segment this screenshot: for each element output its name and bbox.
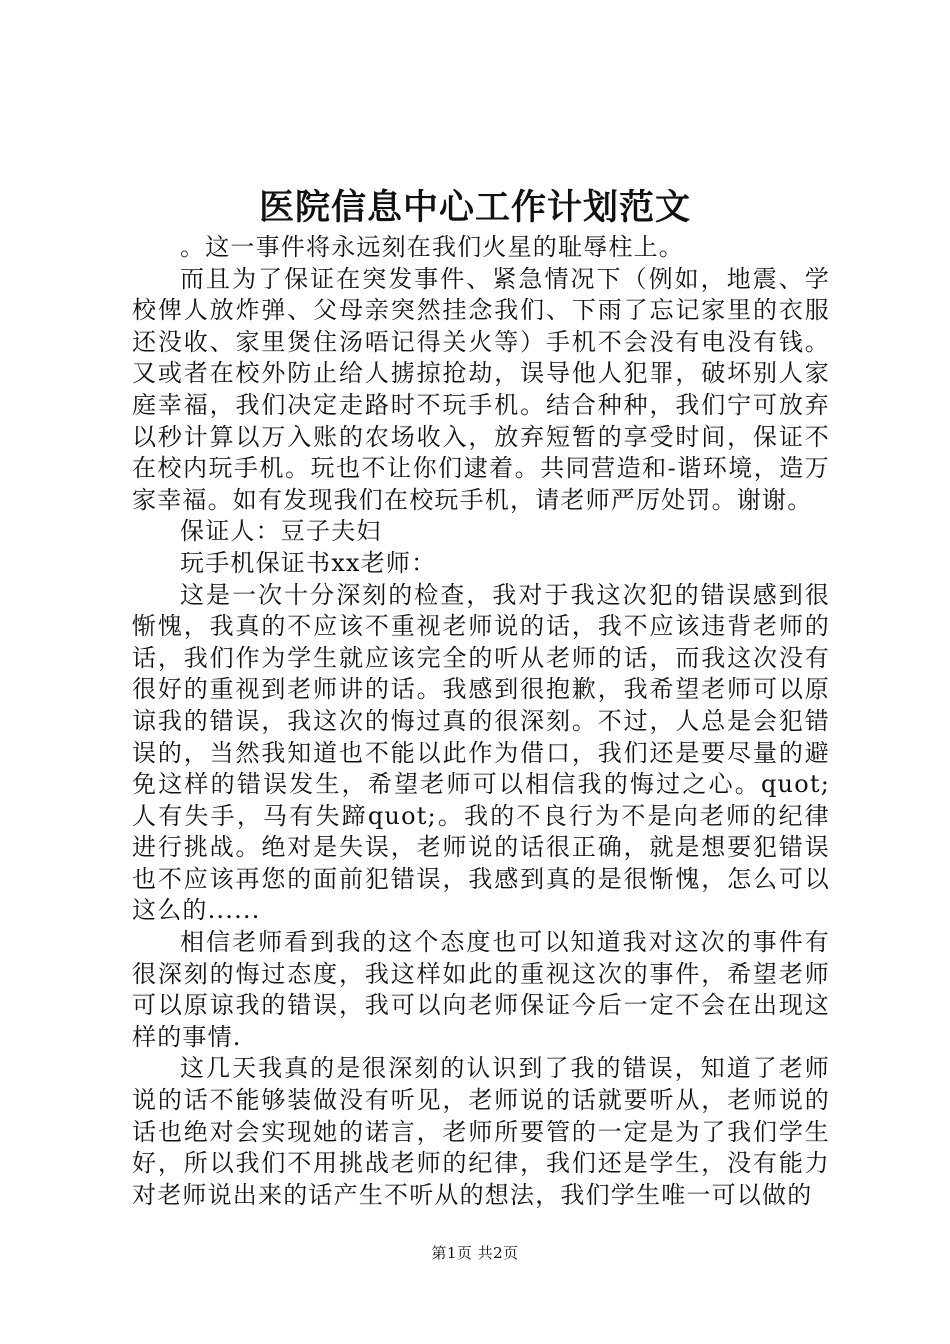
- document-body: [132, 232, 830, 1211]
- paragraph: 这几天我真的是很深刻的认识到了我的错误，知道了老师说的话不能够装做没有听见，老师说的话就要听从，老师说的话也绝对会实现她的诺言，老师所要管的一定是为了我们学生好，所以我们不用挑战老师的纪律，我们还是学生，没有能力对老师说出来的话产生不听从的想法，我们学生唯一可以做的: [132, 1054, 830, 1209]
- paragraph: 这是一次十分深刻的检查，我对于我这次犯的错误感到很惭愧，我真的不应该不重视老师说的话，我不应该违背老师的话，我们作为学生就应该完全的听从老师的话，而我这次没有很好的重视到老师讲的话。我感到很抱歉，我希望老师可以原谅我的错误，我这次的悔过真的很深刻。不过，人总是会犯错误的，当然我知道也不能以此作为借口，我们还是要尽量的避免这样的错误发生，希望老师可以相信我的悔过之心。quot;人有失手，马有失蹄quot;。我的不良行为不是向老师的纪律进行挑战。绝对是失误，老师说的话很正确，就是想要犯错误也不应该再您的面前犯错误，我感到真的是很惭愧，怎么可以这么的......: [132, 580, 830, 925]
- paragraph: 相信老师看到我的这个态度也可以知道我对这次的事件有很深刻的悔过态度，我这样如此的重视这次的事件，希望老师可以原谅我的错误，我可以向老师保证今后一定不会在出现这样的事情.: [132, 928, 830, 1051]
- section-heading-line: 玩手机保证书xx老师：: [180, 548, 437, 577]
- paragraph: 而且为了保证在突发事件、紧急情况下（例如，地震、学校俾人放炸弹、父母亲突然挂念我们、下雨了忘记家里的衣服还没收、家里煲住汤唔记得关火等）手机不会没有电没有钱。又或者在校外防止给人掳掠抢劫，误导他人犯罪，破坏别人家庭幸福，我们决定走路时不玩手机。结合种种，我们宁可放弃以秒计算以万入账的农场收入，放弃短暂的享受时间，保证不在校内玩手机。玩也不让你们逮着。共同营造和-谐环境，造万家幸福。如有发现我们在校玩手机，请老师严厉处罚。谢谢。: [132, 264, 830, 514]
- document-title: 医院信息中心工作计划范文: [258, 187, 691, 228]
- paragraph: 。这一事件将永远刻在我们火星的耻辱柱上。: [180, 233, 684, 261]
- page-number-footer: 第1页 共2页: [431, 1244, 519, 1262]
- signature-line: 保证人：豆子夫妇: [180, 517, 382, 546]
